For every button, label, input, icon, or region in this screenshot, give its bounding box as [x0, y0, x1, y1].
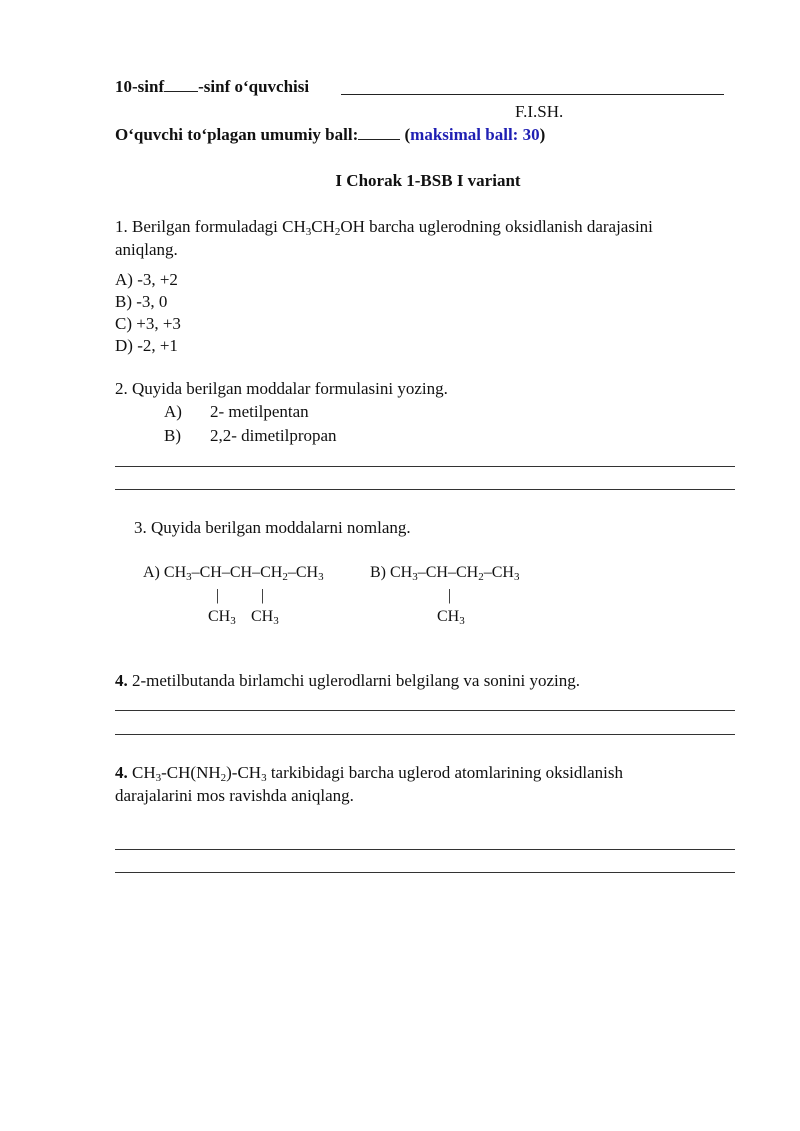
question-5-line-2: darajalarini mos ravishda aniqlang. [115, 786, 354, 805]
formula-b: B) $CH_3-CH-CH_2-CH_3$ [370, 564, 520, 583]
formula-a: A) $CH_3-CH-CH-CH_2-CH_3$ [143, 564, 324, 583]
option-d[interactable]: D) -2, +1 [115, 336, 178, 355]
branch-bond: | [216, 587, 220, 604]
formula-a-methyl-1: $CH_3$ [208, 608, 236, 627]
max-score-label: maksimal ball: [410, 125, 523, 144]
answer-line[interactable] [115, 466, 735, 467]
fish-label: F.I.SH. [515, 102, 564, 121]
q2-item-b-text: 2,2- dimetilpropan [210, 426, 337, 445]
question-1: 1. Berilgan formuladagi $CH_3CH_2OH$ barcha uglerodning oksidlanish darajasini [115, 217, 653, 238]
score-line: Oʻquvchi toʻplagan umumiy ball: (maksimal ball: 30) [115, 125, 546, 144]
q2-item-a-letter: A) [164, 402, 182, 421]
q2-item-a-text: 2- metilpentan [210, 402, 309, 421]
student-label: -sinf oʻquvchisi [198, 77, 310, 96]
question-1-line-2: aniqlang. [115, 240, 178, 259]
answer-line[interactable] [115, 872, 735, 873]
branch-bond: | [261, 587, 265, 604]
answer-line[interactable] [115, 710, 735, 711]
answer-line[interactable] [115, 734, 735, 735]
option-c[interactable]: C) +3, +3 [115, 314, 181, 333]
q2-item-b-letter: B) [164, 426, 181, 445]
page-title: I Chorak 1-BSB I variant [335, 171, 521, 190]
student-class-line [115, 77, 309, 97]
class-label: 10-sinf [115, 77, 165, 96]
score-label: Oʻquvchi toʻplagan umumiy ball: [115, 125, 359, 144]
max-score-value: 30 [522, 125, 540, 144]
section-blank[interactable] [164, 79, 198, 92]
formula-a-methyl-2: $CH_3$ [251, 608, 279, 627]
question-4: 4. 2-metilbutanda birlamchi uglerodlarni belgilang va sonini yozing. [115, 671, 581, 690]
answer-line[interactable] [115, 489, 735, 490]
student-name-blank[interactable] [341, 94, 724, 95]
question-3: 3. Quyida berilgan moddalarni nomlang. [134, 518, 411, 537]
answer-line[interactable] [115, 849, 735, 850]
option-b[interactable]: B) -3, 0 [115, 292, 168, 311]
question-5: 4. $CH_3-CH(NH_2)-CH_3$ tarkibidagi barcha uglerod atomlarining oksidlanish [115, 763, 624, 784]
formula-b-methyl: $CH_3$ [437, 608, 465, 627]
question-2: 2. Quyida berilgan moddalar formulasini yozing. [115, 379, 448, 398]
option-a[interactable]: A) -3, +2 [115, 270, 178, 289]
score-blank[interactable] [358, 127, 400, 140]
branch-bond: | [448, 587, 452, 604]
